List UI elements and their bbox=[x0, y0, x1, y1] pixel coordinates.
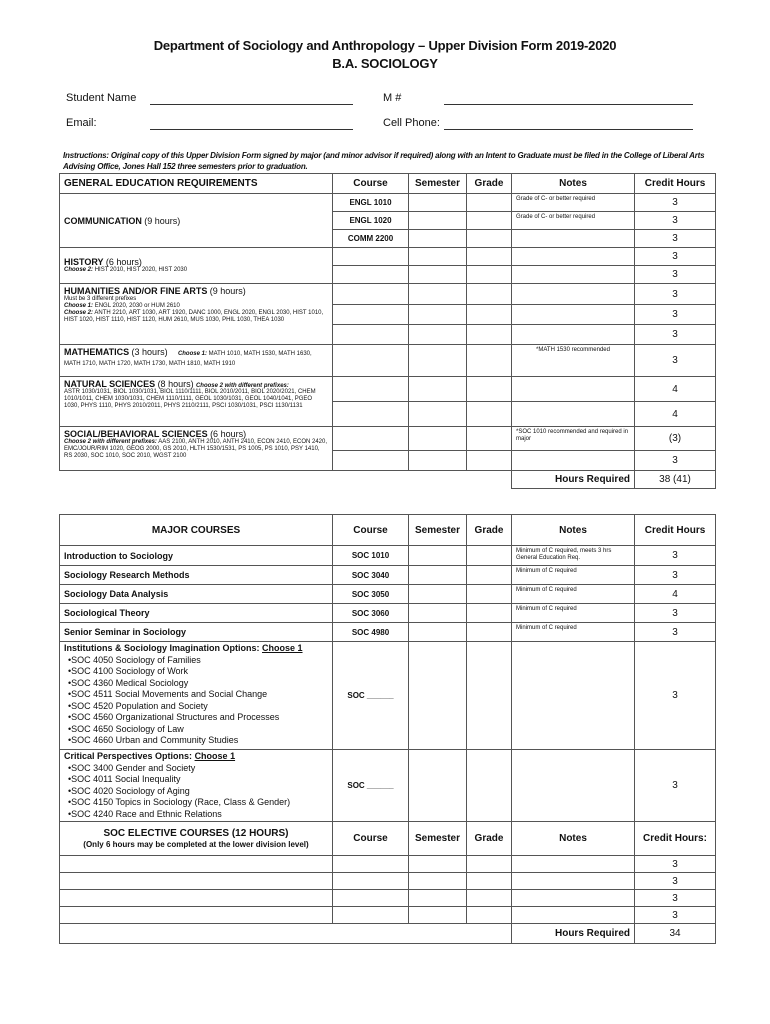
semester-cell[interactable] bbox=[409, 604, 467, 623]
page-title: Department of Sociology and Anthropology – Upper Division Form 2019-2020 bbox=[153, 38, 617, 53]
course-cell[interactable]: SOC ______ bbox=[333, 642, 409, 750]
col-course: Course bbox=[333, 174, 409, 194]
option-item: •SOC 4100 Sociology of Work bbox=[68, 666, 189, 676]
notes-cell bbox=[512, 284, 635, 305]
semester-cell[interactable] bbox=[409, 856, 467, 873]
major-course-name: Sociology Research Methods bbox=[60, 566, 333, 585]
credit-hours-cell: 3 bbox=[635, 907, 716, 924]
major-course-name: Introduction to Sociology bbox=[60, 546, 333, 566]
notes-cell bbox=[512, 325, 635, 345]
notes-cell: Minimum of C required bbox=[512, 566, 635, 585]
course-cell[interactable] bbox=[333, 377, 409, 402]
course-cell[interactable] bbox=[333, 451, 409, 471]
natural-sciences-cell: NATURAL SCIENCES (8 hours) Choose 2 with different prefixes: ASTR 1030/1031, BIOL 1030/1031, BIOL 1110/1111, BIOL 2010/2011, BIOL 2020/2021, CHEM 1010/1011, CHEM 1030/1031, CHEM 1110/1111, GEOL 1030/1031, GEOL 1040/1041, PGEO 1030, PHYS 1110, PHYS 2010/2011, PHYS 2110/2111, PSCI 1030/1031, PSCI 1130/1131 bbox=[60, 377, 333, 427]
grade-cell[interactable] bbox=[467, 890, 512, 907]
option-item: •SOC 4011 Social Inequality bbox=[68, 774, 181, 784]
option-item: •SOC 4150 Topics in Sociology (Race, Class & Gender) bbox=[68, 797, 291, 807]
grade-cell[interactable] bbox=[467, 546, 512, 566]
hours-required-label: Hours Required bbox=[512, 471, 635, 489]
hours-required-value: 38 (41) bbox=[635, 471, 716, 489]
credit-hours-cell: 3 bbox=[635, 623, 716, 642]
semester-cell[interactable] bbox=[409, 266, 467, 284]
email-label: Email: bbox=[66, 117, 97, 129]
m-number-field[interactable] bbox=[444, 104, 693, 105]
course-cell[interactable] bbox=[333, 890, 409, 907]
notes-cell: Grade of C- or better required bbox=[512, 194, 635, 212]
semester-cell[interactable] bbox=[409, 377, 467, 402]
option-item: •SOC 4560 Organizational Structures and Processes bbox=[68, 712, 280, 722]
col-credit-hours: Credit Hours bbox=[635, 174, 716, 194]
col-grade: Grade bbox=[467, 174, 512, 194]
gen-ed-header: GENERAL EDUCATION REQUIREMENTS bbox=[60, 174, 333, 194]
course-cell[interactable] bbox=[333, 402, 409, 427]
course-cell: SOC 3050 bbox=[333, 585, 409, 604]
semester-cell[interactable] bbox=[409, 451, 467, 471]
cell-phone-field[interactable] bbox=[444, 129, 693, 130]
grade-cell[interactable] bbox=[467, 402, 512, 427]
major-table bbox=[59, 514, 716, 944]
notes-cell: *MATH 1530 recommended bbox=[512, 345, 635, 377]
semester-cell[interactable] bbox=[409, 566, 467, 585]
grade-cell[interactable] bbox=[467, 642, 512, 750]
notes-cell bbox=[512, 856, 635, 873]
course-cell: ENGL 1020 bbox=[333, 212, 409, 230]
course-cell[interactable] bbox=[333, 284, 409, 305]
course-cell: SOC 3060 bbox=[333, 604, 409, 623]
semester-cell[interactable] bbox=[409, 427, 467, 451]
cell-phone-label: Cell Phone: bbox=[383, 117, 440, 129]
option-item: •SOC 4360 Medical Sociology bbox=[68, 677, 189, 688]
course-cell[interactable] bbox=[333, 266, 409, 284]
elective-name-cell[interactable] bbox=[60, 890, 333, 907]
communication-cell: COMMUNICATION (9 hours) bbox=[60, 194, 333, 248]
semester-cell[interactable] bbox=[409, 750, 467, 822]
email-field[interactable] bbox=[150, 129, 353, 130]
notes-cell bbox=[512, 377, 635, 402]
col-course: Course bbox=[333, 515, 409, 546]
col-credit-hours: Credit Hours bbox=[635, 515, 716, 546]
option-item: •SOC 4660 Urban and Community Studies bbox=[68, 735, 239, 745]
semester-cell[interactable] bbox=[409, 305, 467, 325]
grade-cell[interactable] bbox=[467, 212, 512, 230]
credit-hours-cell: 3 bbox=[635, 890, 716, 907]
social-sciences-cell: SOCIAL/BEHAVIORAL SCIENCES (6 hours) Choose 2 with different prefixes: AAS 2100, ANTH 2010, ANTH 2410, ECON 2410, ECON 2420, EMC/JOUR/RIM 1020, GEOG 2000, GS 2010, HLTH 1530/1531, PS 1005, PS 1010, PSY 1410, RS 2030, SOC 1010, SOC 2010, WGST 2100 bbox=[60, 427, 333, 471]
course-cell[interactable] bbox=[333, 325, 409, 345]
grade-cell[interactable] bbox=[467, 566, 512, 585]
option-item: •SOC 4520 Population and Society bbox=[68, 700, 208, 711]
grade-cell[interactable] bbox=[467, 750, 512, 822]
course-cell[interactable] bbox=[333, 427, 409, 451]
course-cell: COMM 2200 bbox=[333, 230, 409, 248]
notes-cell bbox=[512, 248, 635, 266]
notes-cell: Grade of C- or better required bbox=[512, 212, 635, 230]
credit-hours-cell: 4 bbox=[635, 585, 716, 604]
grade-cell[interactable] bbox=[467, 604, 512, 623]
grade-cell[interactable] bbox=[467, 345, 512, 377]
semester-cell[interactable] bbox=[409, 212, 467, 230]
option-item: •SOC 3400 Gender and Society bbox=[68, 762, 196, 773]
semester-cell[interactable] bbox=[409, 230, 467, 248]
elective-header-cell: SOC ELECTIVE COURSES (12 HOURS) (Only 6 hours may be completed at the lower division level) bbox=[60, 822, 333, 856]
credit-hours-cell: 3 bbox=[635, 284, 716, 305]
credit-hours-cell: 3 bbox=[635, 546, 716, 566]
math-cell: MATHEMATICS (3 hours) Choose 1: MATH 1010, MATH 1530, MATH 1630, MATH 1710, MATH 1720, MATH 1730, MATH 1810, MATH 1910 bbox=[60, 345, 333, 377]
semester-cell[interactable] bbox=[409, 345, 467, 377]
course-cell: SOC 3040 bbox=[333, 566, 409, 585]
semester-cell[interactable] bbox=[409, 623, 467, 642]
major-course-name: Sociology Data Analysis bbox=[60, 585, 333, 604]
notes-cell bbox=[512, 305, 635, 325]
course-cell[interactable] bbox=[333, 873, 409, 890]
col-course: Course bbox=[333, 822, 409, 856]
semester-cell[interactable] bbox=[409, 585, 467, 604]
notes-cell bbox=[512, 873, 635, 890]
notes-cell: Minimum of C required, meets 3 hrs General Education Req. bbox=[512, 546, 635, 566]
semester-cell[interactable] bbox=[409, 284, 467, 305]
grade-cell[interactable] bbox=[467, 284, 512, 305]
student-name-label: Student Name bbox=[66, 92, 137, 104]
credit-hours-cell: 3 bbox=[635, 325, 716, 345]
course-cell: SOC 4980 bbox=[333, 623, 409, 642]
course-cell[interactable] bbox=[333, 856, 409, 873]
semester-cell[interactable] bbox=[409, 642, 467, 750]
credit-hours-cell: 3 bbox=[635, 566, 716, 585]
credit-hours-cell: 3 bbox=[635, 345, 716, 377]
critical-options-cell: Critical Perspectives Options: Choose 1 •SOC 3400 Gender and Society •SOC 4011 Social Inequality •SOC 4020 Sociology of Aging •SOC 4150 Topics in Sociology (Race, Class & Gender) •SOC 4240 Race and Ethnic Relations bbox=[60, 750, 333, 822]
grade-cell[interactable] bbox=[467, 266, 512, 284]
major-course-name: Senior Seminar in Sociology bbox=[60, 623, 333, 642]
m-number-label: M # bbox=[383, 92, 402, 104]
grade-cell[interactable] bbox=[467, 856, 512, 873]
col-grade: Grade bbox=[467, 822, 512, 856]
humanities-cell: HUMANITIES AND/OR FINE ARTS (9 hours) Must be 3 different prefixes Choose 1: ENGL 2020, 2030 or HUM 2610 Choose 2: ANTH 2210, ART 1030, ART 1920, DANC 1000, ENGL 2020, ENGL 2030, HIST 1010, HIST 1020, HIST 1110, HIST 1120, HUM 2610, MUS 1030, PHIL 1030, THEA 1030 bbox=[60, 284, 333, 345]
grade-cell[interactable] bbox=[467, 427, 512, 451]
credit-hours-cell: 3 bbox=[635, 451, 716, 471]
option-item: •SOC 4511 Social Movements and Social Change bbox=[68, 689, 268, 699]
credit-hours-cell: (3) bbox=[635, 427, 716, 451]
col-semester: Semester bbox=[409, 174, 467, 194]
semester-cell[interactable] bbox=[409, 325, 467, 345]
credit-hours-cell: 3 bbox=[635, 194, 716, 212]
credit-hours-cell: 3 bbox=[635, 873, 716, 890]
elective-name-cell[interactable] bbox=[60, 907, 333, 924]
col-semester: Semester bbox=[409, 822, 467, 856]
major-header: MAJOR COURSES bbox=[60, 515, 333, 546]
credit-hours-cell: 3 bbox=[635, 305, 716, 325]
notes-cell bbox=[512, 750, 635, 822]
col-notes: Notes bbox=[512, 822, 635, 856]
grade-cell[interactable] bbox=[467, 377, 512, 402]
course-cell[interactable]: SOC ______ bbox=[333, 750, 409, 822]
col-grade: Grade bbox=[467, 515, 512, 546]
hours-required-label: Hours Required bbox=[512, 924, 635, 944]
notes-cell bbox=[512, 890, 635, 907]
grade-cell[interactable] bbox=[467, 623, 512, 642]
grade-cell[interactable] bbox=[467, 873, 512, 890]
elective-name-cell[interactable] bbox=[60, 856, 333, 873]
semester-cell[interactable] bbox=[409, 907, 467, 924]
institutions-options-cell: Institutions & Sociology Imagination Options: Choose 1 •SOC 4050 Sociology of Families •SOC 4100 Sociology of Work •SOC 4360 Medical Sociology •SOC 4511 Social Movements and Social Change •SOC 4520 Population and Society •SOC 4560 Organizational Structures and Processes •SOC 4650 Sociology of Law •SOC 4660 Urban and Community Studies bbox=[60, 642, 333, 750]
grade-cell[interactable] bbox=[467, 305, 512, 325]
history-cell: HISTORY (6 hours) Choose 2: HIST 2010, HIST 2020, HIST 2030 bbox=[60, 248, 333, 284]
grade-cell[interactable] bbox=[467, 248, 512, 266]
notes-cell: Minimum of C required bbox=[512, 585, 635, 604]
credit-hours-cell: 3 bbox=[635, 266, 716, 284]
col-credit-hours: Credit Hours: bbox=[635, 822, 716, 856]
col-notes: Notes bbox=[512, 515, 635, 546]
option-item: •SOC 4650 Sociology of Law bbox=[68, 723, 184, 734]
major-course-name: Sociological Theory bbox=[60, 604, 333, 623]
elective-name-cell[interactable] bbox=[60, 873, 333, 890]
page-subtitle: B.A. SOCIOLOGY bbox=[332, 56, 438, 71]
grade-cell[interactable] bbox=[467, 585, 512, 604]
credit-hours-cell: 3 bbox=[635, 750, 716, 822]
grade-cell[interactable] bbox=[467, 907, 512, 924]
col-semester: Semester bbox=[409, 515, 467, 546]
semester-cell[interactable] bbox=[409, 248, 467, 266]
notes-cell: Minimum of C required bbox=[512, 604, 635, 623]
credit-hours-cell: 3 bbox=[635, 604, 716, 623]
option-item: •SOC 4050 Sociology of Families bbox=[68, 654, 201, 665]
notes-cell: Minimum of C required bbox=[512, 623, 635, 642]
semester-cell[interactable] bbox=[409, 194, 467, 212]
course-cell[interactable] bbox=[333, 248, 409, 266]
semester-cell[interactable] bbox=[409, 873, 467, 890]
credit-hours-cell: 3 bbox=[635, 212, 716, 230]
gen-ed-table bbox=[59, 173, 716, 489]
hours-required-value: 34 bbox=[635, 924, 716, 944]
course-cell[interactable] bbox=[333, 305, 409, 325]
credit-hours-cell: 3 bbox=[635, 230, 716, 248]
notes-cell bbox=[512, 230, 635, 248]
semester-cell[interactable] bbox=[409, 546, 467, 566]
grade-cell[interactable] bbox=[467, 325, 512, 345]
notes-cell bbox=[512, 266, 635, 284]
option-item: •SOC 4020 Sociology of Aging bbox=[68, 785, 190, 796]
semester-cell[interactable] bbox=[409, 402, 467, 427]
credit-hours-cell: 3 bbox=[635, 642, 716, 750]
option-item: •SOC 4240 Race and Ethnic Relations bbox=[68, 808, 222, 819]
notes-cell bbox=[512, 907, 635, 924]
credit-hours-cell: 4 bbox=[635, 402, 716, 427]
instructions: Instructions: Original copy of this Upper Division Form signed by major (and minor advisor if required) along with an Intent to Graduate must be filed in the College of Liberal Arts Advising Office, Jones Hall 152 three semesters prior to graduation. bbox=[63, 151, 705, 171]
notes-cell bbox=[512, 402, 635, 427]
course-cell[interactable] bbox=[333, 907, 409, 924]
grade-cell[interactable] bbox=[467, 194, 512, 212]
credit-hours-cell: 3 bbox=[635, 248, 716, 266]
credit-hours-cell: 4 bbox=[635, 377, 716, 402]
semester-cell[interactable] bbox=[409, 890, 467, 907]
credit-hours-cell: 3 bbox=[635, 856, 716, 873]
student-name-field[interactable] bbox=[150, 104, 353, 105]
grade-cell[interactable] bbox=[467, 230, 512, 248]
notes-cell bbox=[512, 642, 635, 750]
course-cell: SOC 1010 bbox=[333, 546, 409, 566]
grade-cell[interactable] bbox=[467, 451, 512, 471]
course-cell: ENGL 1010 bbox=[333, 194, 409, 212]
col-notes: Notes bbox=[512, 174, 635, 194]
course-cell[interactable] bbox=[333, 345, 409, 377]
notes-cell bbox=[512, 451, 635, 471]
notes-cell: *SOC 1010 recommended and required in major bbox=[512, 427, 635, 451]
